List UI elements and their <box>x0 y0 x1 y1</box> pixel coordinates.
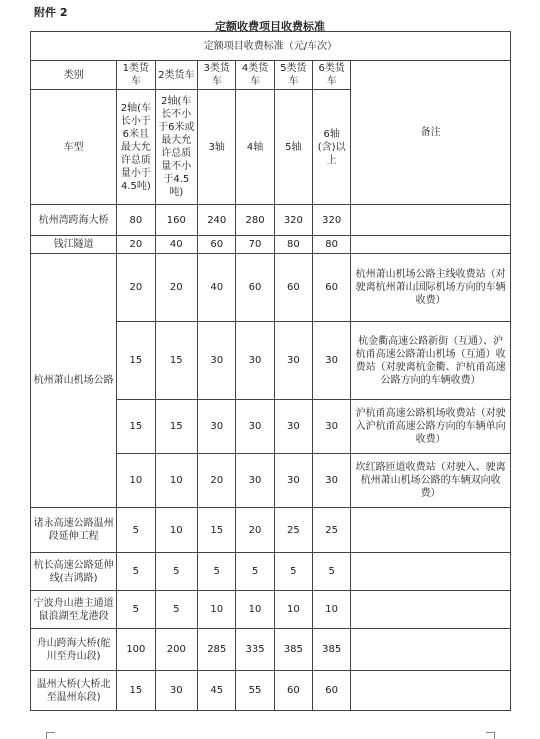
fee-cell: 5 <box>274 553 312 591</box>
fee-cell: 10 <box>274 591 312 629</box>
route-name: 杭长高速公路延伸线(吉鸿路) <box>31 553 117 591</box>
fee-cell: 80 <box>117 205 155 236</box>
fee-cell: 40 <box>155 236 198 254</box>
fee-cell: 60 <box>313 671 351 711</box>
fee-cell: 15 <box>198 508 236 553</box>
table-row <box>31 254 511 322</box>
fee-cell: 10 <box>198 591 236 629</box>
fee-cell: 15 <box>117 671 155 711</box>
remark-cell <box>351 205 511 236</box>
route-name: 温州大桥(大桥北至温州东段) <box>31 671 117 711</box>
table-row <box>31 508 511 553</box>
fee-cell: 60 <box>198 236 236 254</box>
class-header: 1类货车 <box>117 61 155 90</box>
fee-cell: 30 <box>274 454 312 508</box>
fee-cell: 30 <box>236 322 274 400</box>
vehicle-type: 6轴(含)以上 <box>313 90 351 205</box>
fee-cell: 70 <box>236 236 274 254</box>
remarks-header: 备注 <box>351 61 511 205</box>
remark-cell <box>351 553 511 591</box>
fee-cell: 60 <box>313 254 351 322</box>
remark-cell <box>351 591 511 629</box>
vehicle-type: 3轴 <box>198 90 236 205</box>
fee-cell: 10 <box>155 508 198 553</box>
fee-cell: 40 <box>198 254 236 322</box>
fee-cell: 10 <box>117 454 155 508</box>
table-row <box>31 236 511 254</box>
fee-cell: 30 <box>198 322 236 400</box>
remark-cell: 杭金衢高速公路新街（互通）、沪杭甬高速公路萧山机场（互通）收费站（对驶离杭金衢、沪杭甬高速公路方向的车辆收费） <box>351 322 511 400</box>
class-header: 2类货车 <box>155 61 198 90</box>
route-name: 杭州湾跨海大桥 <box>31 205 117 236</box>
fee-cell: 30 <box>155 671 198 711</box>
fee-cell: 15 <box>155 322 198 400</box>
fee-cell: 20 <box>198 454 236 508</box>
fee-cell: 30 <box>313 322 351 400</box>
fee-cell: 25 <box>274 508 312 553</box>
class-label: 类别 <box>31 61 117 90</box>
fee-cell: 200 <box>155 629 198 671</box>
fee-cell: 60 <box>274 671 312 711</box>
fee-cell: 20 <box>236 508 274 553</box>
route-name: 杭州萧山机场公路 <box>31 254 117 508</box>
fee-cell: 285 <box>198 629 236 671</box>
fee-cell: 30 <box>313 454 351 508</box>
fee-cell: 10 <box>313 591 351 629</box>
remark-cell: 沪杭甬高速公路机场收费站（对驶入沪杭甬高速公路方向的车辆单向收费） <box>351 400 511 454</box>
table-row <box>31 205 511 236</box>
remark-cell <box>351 629 511 671</box>
class-header: 6类货车 <box>313 61 351 90</box>
fee-cell: 20 <box>117 236 155 254</box>
remark-cell <box>351 671 511 711</box>
page-corner-marks <box>0 732 540 739</box>
vehicle-type: 2轴(车长不小于6米或最大允许总质量不小于4.5吨) <box>155 90 198 205</box>
fee-cell: 15 <box>155 400 198 454</box>
fee-cell: 20 <box>117 254 155 322</box>
fee-cell: 5 <box>155 553 198 591</box>
route-name: 钱江隧道 <box>31 236 117 254</box>
fee-cell: 30 <box>274 400 312 454</box>
document-title: 定额收费项目收费标准 <box>215 20 325 33</box>
fee-cell: 45 <box>198 671 236 711</box>
table-header: 定额项目收费标准（元/车次） <box>31 32 511 61</box>
route-name: 宁波舟山港主通道鼠浪湖至龙港段 <box>31 591 117 629</box>
fee-cell: 5 <box>198 553 236 591</box>
class-header: 4类货车 <box>236 61 274 90</box>
table-row <box>31 671 511 711</box>
fee-cell: 25 <box>313 508 351 553</box>
remark-cell <box>351 508 511 553</box>
table-row <box>31 591 511 629</box>
attachment-label: 附件 2 <box>34 6 68 19</box>
fee-table <box>30 31 511 711</box>
fee-cell: 30 <box>198 400 236 454</box>
remark-cell <box>351 236 511 254</box>
fee-cell: 5 <box>313 553 351 591</box>
remark-cell: 坎红路匝道收费站（对驶入、驶离杭州萧山机场公路的车辆双向收费） <box>351 454 511 508</box>
fee-cell: 30 <box>236 454 274 508</box>
fee-cell: 5 <box>155 591 198 629</box>
route-name: 舟山跨海大桥(舵川至舟山段) <box>31 629 117 671</box>
class-header: 5类货车 <box>274 61 312 90</box>
table-row <box>31 629 511 671</box>
fee-cell: 320 <box>274 205 312 236</box>
fee-cell: 5 <box>117 553 155 591</box>
remark-cell: 杭州萧山机场公路主线收费站（对驶离杭州萧山国际机场方向的车辆收费） <box>351 254 511 322</box>
fee-cell: 10 <box>236 591 274 629</box>
fee-cell: 5 <box>117 591 155 629</box>
vehicle-type: 5轴 <box>274 90 312 205</box>
fee-cell: 80 <box>274 236 312 254</box>
fee-cell: 385 <box>313 629 351 671</box>
fee-cell: 30 <box>313 400 351 454</box>
fee-cell: 280 <box>236 205 274 236</box>
fee-cell: 160 <box>155 205 198 236</box>
class-header: 3类货车 <box>198 61 236 90</box>
fee-cell: 5 <box>236 553 274 591</box>
table-row <box>31 553 511 591</box>
fee-cell: 60 <box>274 254 312 322</box>
fee-cell: 55 <box>236 671 274 711</box>
fee-cell: 335 <box>236 629 274 671</box>
fee-cell: 240 <box>198 205 236 236</box>
vehicle-type: 4轴 <box>236 90 274 205</box>
fee-cell: 10 <box>155 454 198 508</box>
route-name: 诸永高速公路温州段延伸工程 <box>31 508 117 553</box>
fee-cell: 80 <box>313 236 351 254</box>
fee-cell: 15 <box>117 400 155 454</box>
fee-cell: 30 <box>274 322 312 400</box>
fee-cell: 15 <box>117 322 155 400</box>
vehicle-type: 2轴(车长小于6米且最大允许总质量小于4.5吨) <box>117 90 155 205</box>
fee-cell: 320 <box>313 205 351 236</box>
fee-cell: 30 <box>236 400 274 454</box>
fee-cell: 5 <box>117 508 155 553</box>
fee-cell: 20 <box>155 254 198 322</box>
fee-cell: 60 <box>236 254 274 322</box>
fee-cell: 385 <box>274 629 312 671</box>
fee-cell: 100 <box>117 629 155 671</box>
vehicle-label: 车型 <box>31 90 117 205</box>
